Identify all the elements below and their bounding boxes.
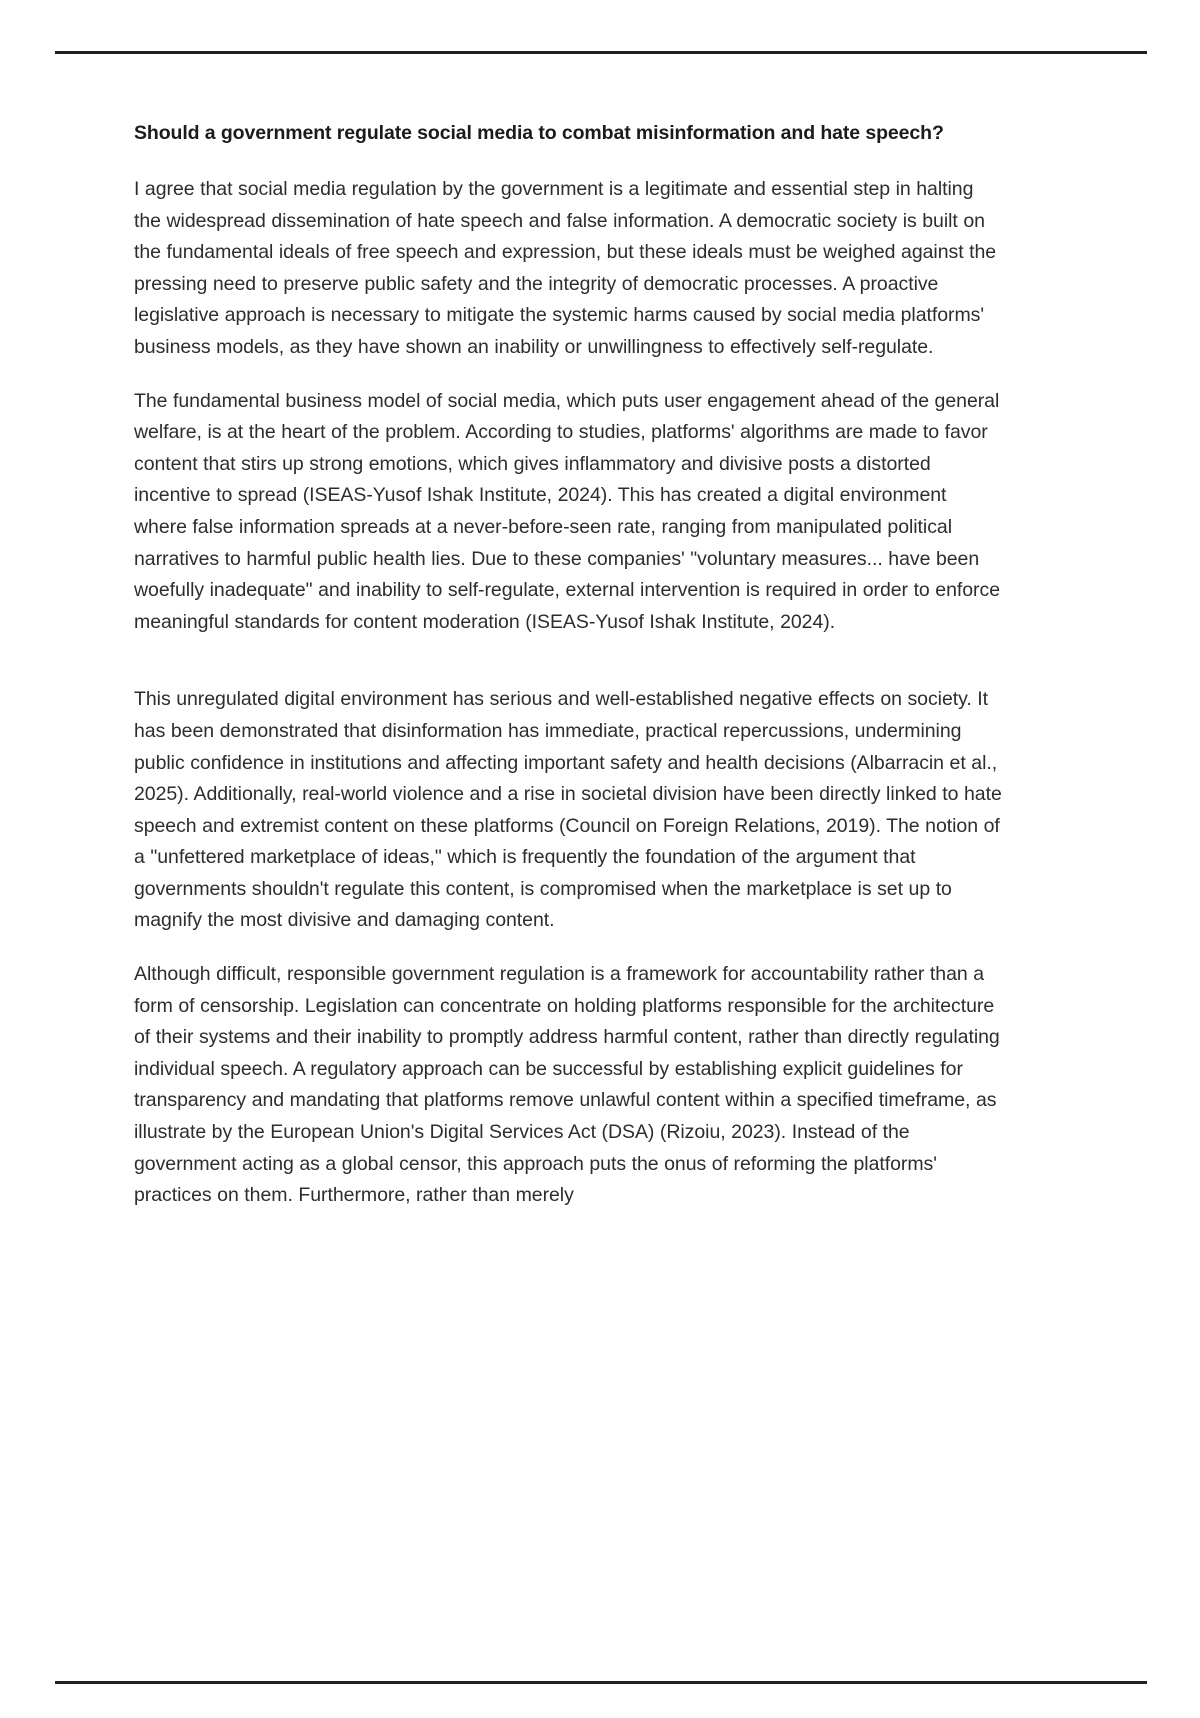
page-header xyxy=(55,16,1147,46)
page-footer xyxy=(55,1688,1147,1718)
page-title: Should a government regulate social media to combat misinformation and hate speech? xyxy=(134,122,944,144)
header-divider-rule xyxy=(55,51,1147,54)
document-body xyxy=(134,118,1002,1212)
body-paragraph-2: The fundamental business model of social media, which puts user engagement ahead of the general welfare, is at the heart of the problem. According to studies, platforms' algorithms are made to favor content that stirs up strong emotions, which gives inflammatory and divisive posts a distorted incentive to spread (ISEAS-Yusof Ishak Institute, 2024). This has created a digital environment where false information spreads at a never-before-seen rate, ranging from manipulated political narratives to harmful public health lies. Due to these companies' "voluntary measures... have been woefully inadequate" and inability to self-regulate, external intervention is required in order to enforce meaningful standards for content moderation (ISEAS-Yusof Ishak Institute, 2024). xyxy=(134,389,1000,633)
body-paragraph-3: This unregulated digital environment has serious and well-established negative effects on society. It has been demonstrated that disinformation has immediate, practical repercussions, undermining public confidence in institutions and affecting important safety and health decisions (Albarracin et al., 2025). Additionally, real-world violence and a rise in societal division have been directly linked to hate speech and extremist content on these platforms (Council on Foreign Relations, 2019). The notion of a "unfettered marketplace of ideas," which is frequently the foundation of the argument that governments shouldn't regulate this content, is compromised when the marketplace is set up to magnify the most divisive and damaging content. xyxy=(134,688,1002,932)
body-paragraph-4: Although difficult, responsible government regulation is a framework for accountability rather than a form of censorship. Legislation can concentrate on holding platforms responsible for the architecture of their systems and their inability to promptly address harmful content, rather than directly regulating individual speech. A regulatory approach can be successful by establishing explicit guidelines for transparency and mandating that platforms remove unlawful content within a specified timeframe, as illustrate by the European Union's Digital Services Act (DSA) (Rizoiu, 2023). Instead of the government acting as a global censor, this approach puts the onus of reforming the platforms' practices on them. Furthermore, rather than merely xyxy=(134,963,1000,1207)
body-paragraph-1: I agree that social media regulation by the government is a legitimate and essential step in halting the widespread dissemination of hate speech and false information. A democratic society is built on the fundamental ideals of free speech and expression, but these ideals must be weighed against the pressing need to preserve public safety and the integrity of democratic processes. A proactive legislative approach is necessary to mitigate the systemic harms caused by social media platforms' business models, as they have shown an inability or unwillingness to effectively self-regulate. xyxy=(134,178,997,358)
footer-divider-rule xyxy=(55,1681,1147,1684)
